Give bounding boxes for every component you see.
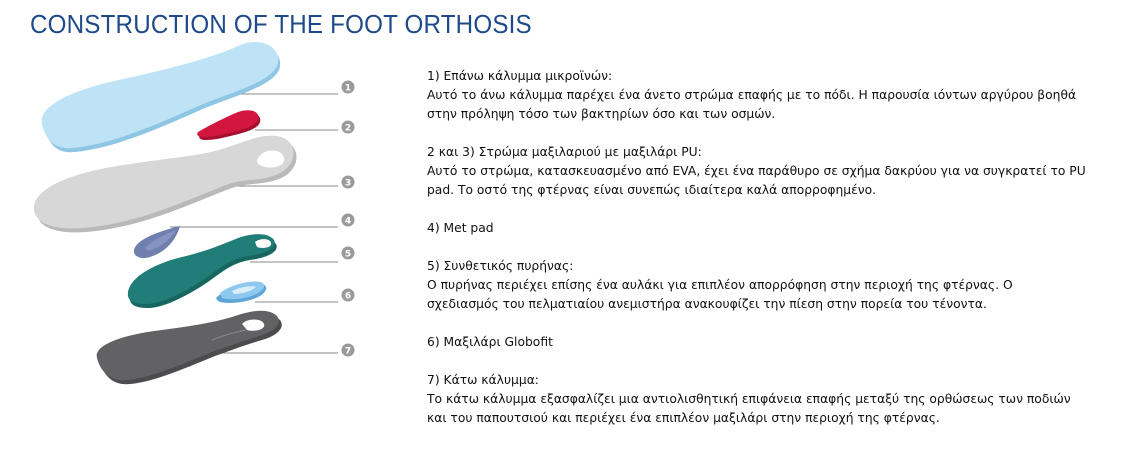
layer-7-bottom-cover [97,311,282,384]
badge-1 [342,81,355,94]
description-block-4 [427,219,1107,238]
svg-text:2: 2 [344,123,352,134]
description-block-7 [427,371,1107,428]
badge-6 [342,289,355,302]
svg-text:6: 6 [344,291,352,302]
svg-text:3: 3 [344,178,352,189]
svg-text:5: 5 [344,249,352,260]
description-line: σχεδιασμός του πελματιαίου ανεμιστήρα ανακουφίζει την πίεση στην πορεία του τένοντα. [427,297,987,311]
description-heading: 6) Μαξιλάρι Globofit [427,335,553,349]
badge-3 [342,176,355,189]
layer-badges [342,81,355,357]
description-heading: 4) Met pad [427,221,494,235]
description-heading: 5) Συνθετικός πυρήνας: [427,259,574,273]
description-line: και του παπουτσιού και περιέχει ένα επιπλέον μαξιλάρι στην περιοχή της φτέρνας. [427,411,940,425]
description-heading: 7) Κάτω κάλυμμα: [427,373,539,387]
badge-2 [342,121,355,134]
description-heading: 1) Επάνω κάλυμμα μικροϊνών: [427,69,613,83]
description-block-6 [427,333,1107,352]
page-title: CONSTRUCTION OF THE FOOT ORTHOSIS [30,9,532,39]
layer-2-pu-pad [197,110,260,140]
svg-text:1: 1 [344,83,352,94]
description-line: Το κάτω κάλυμμα εξασφαλίζει μια αντιολισθητική επιφάνεια επαφής μεταξύ της ορθώσεως των ποδιών [427,392,1071,406]
svg-text:4: 4 [344,216,352,227]
badge-4 [342,214,355,227]
layer-1-top-cover [42,42,280,152]
description-block-2-3 [427,143,1107,200]
description-line: στην πρόληψη τόσο των βακτηρίων όσο και των οσμών. [427,107,776,121]
layer-6-globofit-pad [216,282,266,303]
description-list [427,67,1107,447]
svg-text:7: 7 [344,346,352,357]
layer-4-met-pad [134,226,180,258]
description-line: Αυτό το στρώμα, κατασκευασμένο από EVA, έχει ένα παράθυρο σε σχήμα δακρύου για να συγκρατεί το PU [427,164,1086,178]
badge-7 [342,344,355,357]
exploded-insole-diagram [0,0,400,454]
description-line: Ο πυρήνας περιέχει επίσης ένα αυλάκι για επιπλέον απορρόφηση στην περιοχή της φτέρνας. Ο [427,278,1013,292]
description-line: pad. Το οστό της φτέρνας είναι συνεπώς ιδιαίτερα καλά απορροφημένο. [427,183,877,197]
description-block-5 [427,257,1107,314]
description-heading: 2 και 3) Στρώμα μαξιλαριού με μαξιλάρι PU: [427,145,702,159]
description-line: Αυτό το άνω κάλυμμα παρέχει ένα άνετο στρώμα επαφής με το πόδι. Η παρουσία ιόντων αργύρου βοηθά [427,88,1077,102]
description-block-1 [427,67,1107,124]
badge-5 [342,247,355,260]
